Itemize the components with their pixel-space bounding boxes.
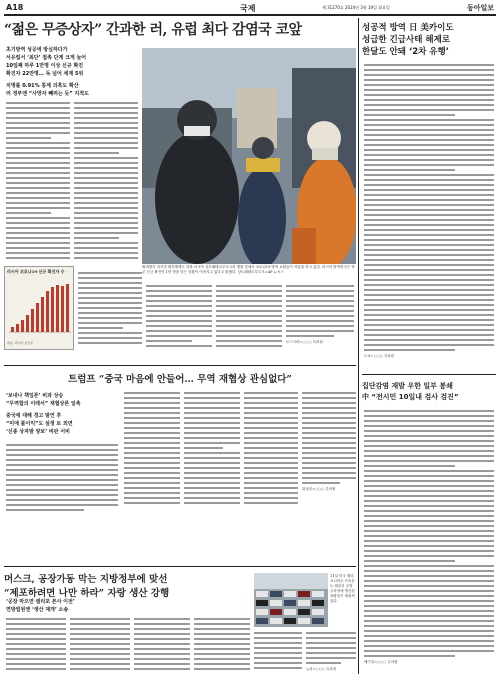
second-article-col-4 — [244, 392, 298, 507]
lead-graphic — [4, 266, 74, 350]
side1-headline-line: 성공적 방역 日 美카이도 — [362, 23, 454, 33]
third-article-col-5 — [254, 632, 302, 672]
lead-subhead: 러 정부엔 “사망자 빼려는 듯” 지적도 — [6, 91, 89, 97]
side2-headline-line: 中 “전시민 10일내 검사 검진” — [362, 393, 459, 401]
third-photo-caption: 11일 미국 캘리포니아주 프리몬트 테슬라 공장 주차장에 생산된 차량들이 세워져 있다. — [330, 574, 355, 603]
side1-article — [364, 64, 494, 359]
second-article-col-5 — [302, 392, 356, 492]
lead-photo-caption: 확대방지 마시면 확진제제도 착복 러시아 상트페테르부르크의 병원 앞에서 코로나19 방역 요원들이 작업을 하고 있다. 러시아 방역당국은 하루 신규 확진이 1만 명을 넘는 상황이 이어지고 있다고 밝혔다. 상트페테르부르크=AP 뉴시스 — [142, 265, 355, 274]
third-photo-image — [254, 573, 328, 627]
issue-date: 제 31270호 2024년 3월 19일 화요일 — [322, 5, 390, 10]
second-subhead: “미에 불이익”도 설정 토 외면 — [6, 421, 73, 427]
second-article-col-2 — [124, 392, 180, 507]
third-subhead: ‘공장 막으면 캘리포 본사 이전’ — [6, 599, 75, 605]
second-article-col-3 — [184, 392, 240, 507]
section-divider — [4, 566, 356, 567]
column-divider — [358, 18, 359, 674]
second-subhead: 중국에 대해 경고 발언 후 — [6, 413, 62, 419]
third-subhead: 연방법원엔 ‘생산 재개’ 소송 — [6, 607, 69, 613]
third-article-col-3 — [134, 618, 190, 673]
side2-byline: 베이징=○○○ 특파원 — [364, 660, 398, 664]
third-article-col-6 — [306, 632, 356, 672]
side2-headline-line: 집단감염 재발 우한 일부 봉쇄 — [362, 382, 453, 390]
lead-article-col-6 — [286, 285, 354, 345]
section-divider — [362, 374, 496, 375]
third-article-col-4 — [194, 618, 250, 673]
lead-subhead: 확진자 22만명… 독 넘어 세계 5위 — [6, 71, 84, 77]
graphic-bars — [5, 277, 73, 337]
side2-article — [364, 410, 494, 665]
section-name: 국제 — [240, 4, 256, 13]
second-subhead: ‘신종 상자발 양보’ 비판 서비 — [6, 429, 70, 435]
lead-subhead: 10일째 하루 1만명 이상 신규 확진 — [6, 63, 84, 69]
lead-article-col-4 — [146, 285, 212, 350]
graphic-source: 자료: 러시아 보건부 — [7, 341, 34, 345]
graphic-title: 러시아 코로나19 신규 확진자 수 — [7, 269, 65, 274]
lead-photo — [142, 48, 356, 264]
third-photo — [254, 573, 328, 627]
side1-headline-line: 성급한 긴급사태 해제로 — [362, 35, 451, 45]
third-byline: 뉴욕=○○○ 특파원 — [306, 667, 337, 671]
second-article-col-1 — [6, 444, 118, 514]
lead-article-col-3 — [78, 272, 142, 347]
side1-byline: 도쿄=○○○ 특파원 — [364, 354, 395, 358]
side1-headline — [362, 22, 496, 58]
lead-subhead: 초기방역 성공에 방심하다가 — [6, 47, 68, 53]
second-subheads — [6, 392, 118, 436]
third-headline-line: 머스크, 공장가동 막는 지방정부에 맞선 — [4, 574, 168, 585]
lead-article-col-1 — [6, 102, 70, 262]
lead-byline: 모스크바=○○○ 특파원 — [286, 340, 323, 344]
side1-headline-line: 한달도 안돼 ‘2차 유행’ — [362, 47, 449, 57]
third-subheads — [6, 598, 116, 614]
third-headline — [4, 571, 254, 599]
lead-article-col-5 — [216, 285, 282, 350]
second-headline: 트럼프 “중국 마음에 안들어… 무역 재협상 관심없다” — [68, 374, 292, 385]
lead-subhead: 서유럽서 ‘최단’ 접촉 단계 크게 늘어 — [6, 55, 87, 61]
side2-headline — [362, 381, 496, 403]
lead-article-col-2 — [74, 102, 138, 262]
third-article-col-1 — [6, 618, 66, 673]
lead-subheads — [6, 46, 138, 98]
page-number: A18 — [6, 3, 24, 12]
section-divider — [4, 365, 356, 366]
second-byline: 워싱턴=○○○ 특파원 — [302, 487, 336, 491]
lead-headline: “젊은 무증상자” 간과한 러, 유럽 최다 감염국 코앞 — [4, 22, 302, 38]
third-headline-line: “제포하려면 나만 하라” 자랑 생산 강행 — [4, 588, 170, 599]
second-subhead: “무역합의 이래서” 재협상론 일축 — [6, 401, 81, 407]
lead-photo-image — [142, 48, 356, 264]
masthead: 동아일보 — [466, 4, 494, 12]
second-subhead: ‘보내나 책임론’ 비과 상승 — [6, 393, 64, 399]
lead-subhead: 치명률 0.91% 통계 의혹도 확산 — [6, 83, 79, 89]
third-article-col-2 — [70, 618, 130, 673]
page-header — [4, 2, 496, 16]
